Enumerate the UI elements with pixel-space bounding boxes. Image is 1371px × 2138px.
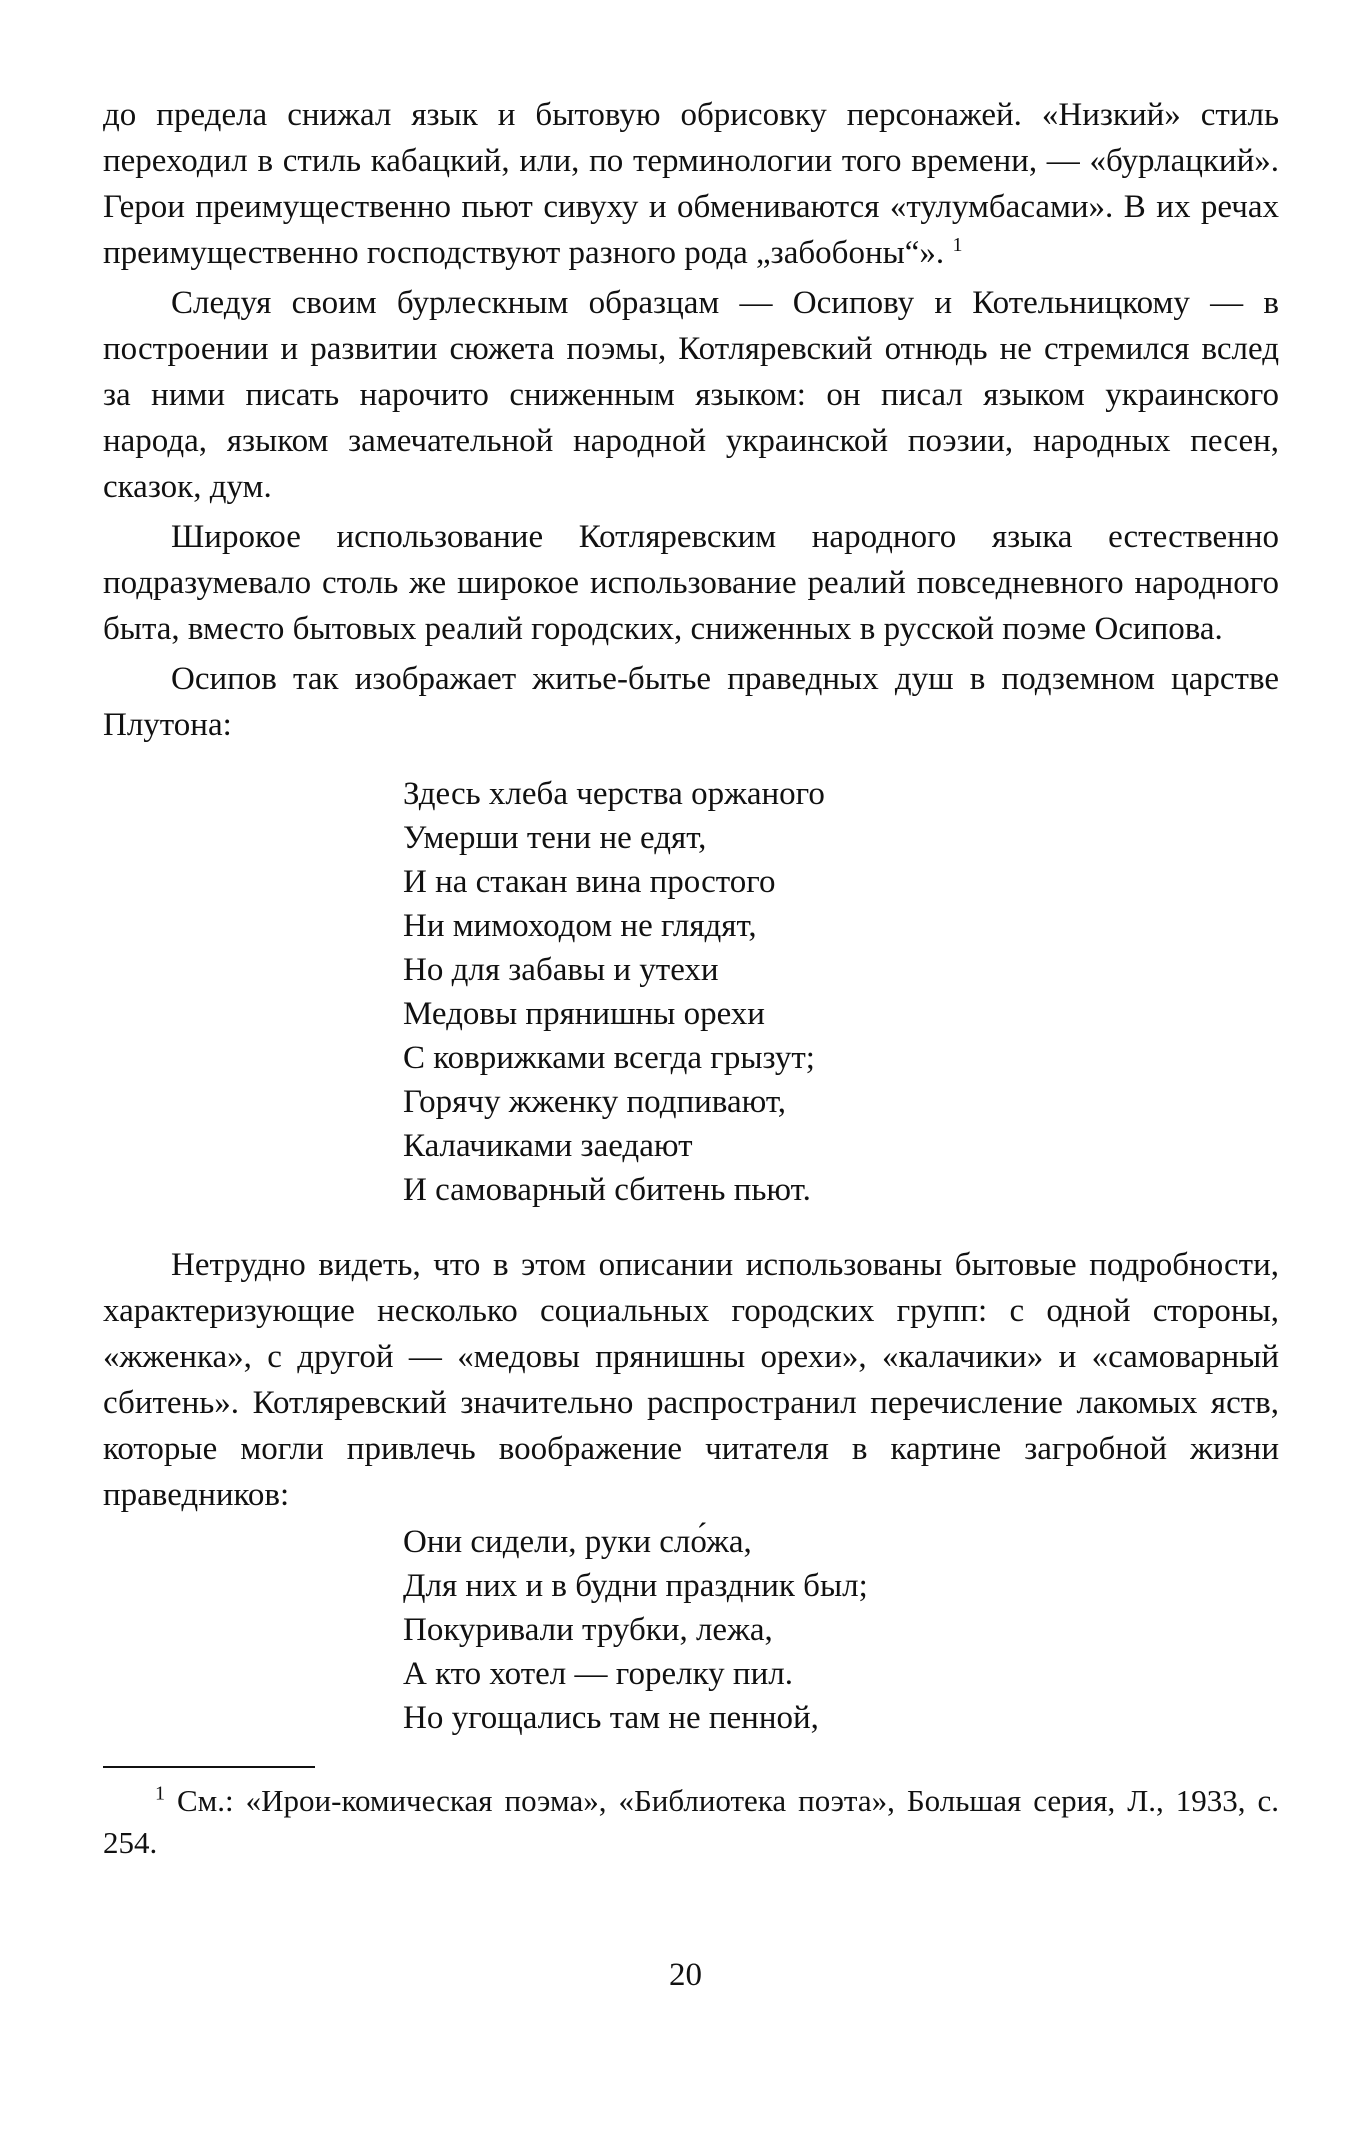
- footnote-divider: [103, 1766, 315, 1768]
- verse-line: Ни мимоходом не глядят,: [403, 908, 757, 944]
- footnote-marker: 1: [155, 1782, 165, 1805]
- verse-quote-1: [103, 772, 1279, 1212]
- page-body: [103, 92, 1279, 1864]
- verse-line: И на стакан вина простого: [403, 864, 776, 900]
- page-number: 20: [669, 1957, 702, 1993]
- footnote-text: См.: «Ирои-комическая поэма», «Библиотека поэта», Большая серия, Л., 1933, с. 254.: [103, 1783, 1280, 1860]
- verse-line: Умерши тени не едят,: [403, 820, 707, 856]
- verse-line: Калачиками заедают: [403, 1128, 693, 1164]
- verse-line: Для них и в будни праздник был;: [403, 1568, 868, 1604]
- footnote: [103, 1780, 1279, 1864]
- paragraph-3: Широкое использование Котляревским народного языка естественно подразумевало столь же широкое использование реалий повседневного народного быта, вместо бытовых реалий городских, сниженных в русской поэме Осипова.: [103, 519, 1279, 647]
- verse-line: Здесь хлеба черства оржаного: [403, 776, 825, 812]
- verse-line: И самоварный сбитень пьют.: [403, 1172, 811, 1208]
- paragraph-5: Нетрудно видеть, что в этом описании использованы бытовые подробности, характеризующие несколько социальных городских групп: с одной стороны, «жженка», с другой — «медовы прянишны орехи», «калачики» и «самоварный сбитень». Котляревский значительно распространил перечисление лакомых яств, которые могли привлечь воображение читателя в картине загробной жизни праведников:: [103, 1247, 1279, 1513]
- verse-quote-2: [103, 1520, 1279, 1740]
- verse-line: Горячу жженку подпивают,: [403, 1084, 787, 1120]
- paragraph-1: [103, 92, 1279, 276]
- verse-line: С коврижками всегда грызут;: [403, 1040, 815, 1076]
- verse-line: Покуривали трубки, лежа,: [403, 1612, 773, 1648]
- paragraph-4: Осипов так изображает житье-бытье праведных душ в подземном царстве Плутона:: [103, 661, 1279, 743]
- verse-line: Они сидели, руки сло́жа,: [403, 1524, 752, 1560]
- paragraph-1-text: до предела снижал язык и бытовую обрисовку персонажей. «Низкий» стиль переходил в стиль кабацкий, или, по терминологии того времени, — «бурлацкий». Герои преимущественно пьют сивуху и обмениваются «тулумбасами». В их речах преимущественно господствуют разного рода „забобоны“».: [103, 97, 1279, 271]
- footnote-reference: 1: [952, 234, 963, 256]
- verse-line: Медовы прянишны орехи: [403, 996, 765, 1032]
- verse-line: А кто хотел — горелку пил.: [403, 1656, 793, 1692]
- paragraph-2: Следуя своим бурлескным образцам — Осипову и Котельницкому — в построении и развитии сюжета поэмы, Котляревский отнюдь не стремился вслед за ними писать нарочито сниженным языком: он писал языком украинского народа, языком замечательной народной украинской поэзии, народных песен, сказок, дум.: [103, 285, 1279, 505]
- verse-line: Но угощались там не пенной,: [403, 1700, 819, 1736]
- verse-line: Но для забавы и утехи: [403, 952, 719, 988]
